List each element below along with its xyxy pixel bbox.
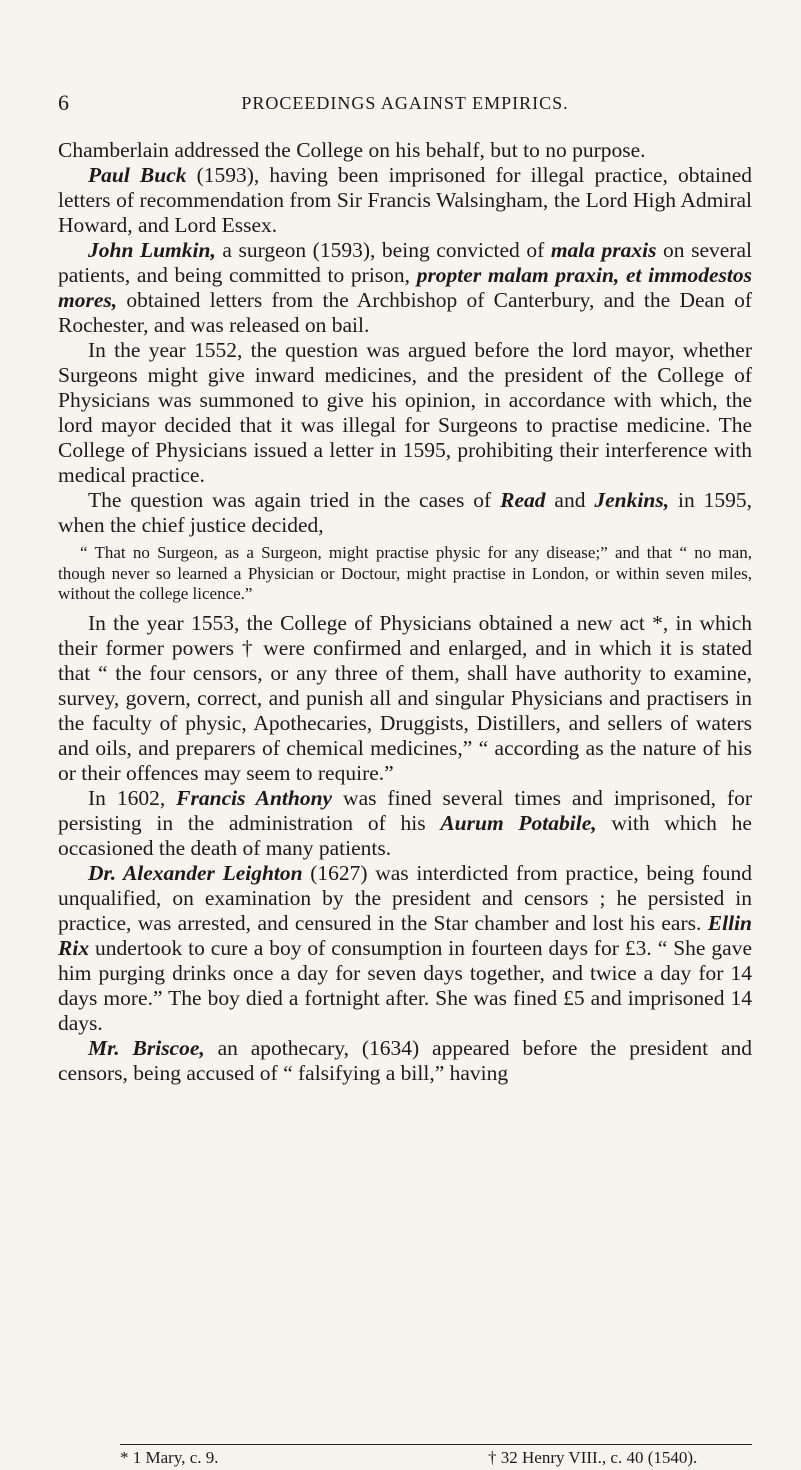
- name-ellin-rix: Ellin Rix: [58, 910, 752, 960]
- paragraph-text: (1627) was interdicted from practice, being found unqualified, on examination by the president and censors ; he persisted in practice, was arrested, and censured in the Star chamber and lost his ears.: [58, 860, 752, 935]
- paragraph-text: in 1595, when the chief justice decided,: [58, 488, 752, 537]
- page-number: 6: [58, 90, 70, 115]
- name-francis-anthony: Francis Anthony: [176, 785, 333, 810]
- footnote-2: † 32 Henry VIII., c. 40 (1540).: [488, 1448, 698, 1467]
- paragraph-text: and: [545, 488, 595, 512]
- footnote-rule: [120, 1444, 752, 1445]
- paragraph-text: undertook to cure a boy of consumption in fourteen days for £3. “ She gave him purging drinks once a day for seven days together, and twice a day for 14 days more.” The boy died a fortnight after. She was fined £5 and imprisoned 14 days.: [58, 935, 752, 1035]
- paragraph-leighton: [58, 861, 752, 1036]
- page-header: [58, 90, 752, 120]
- paragraph-text: with which he occasioned the death of many patients.: [58, 810, 752, 860]
- paragraph-briscoe: [58, 1036, 752, 1086]
- paragraph-text: In 1602,: [88, 785, 177, 810]
- name-paul-buck: Paul Buck: [88, 163, 187, 187]
- paragraph-text: was fined several times and imprisoned, for persisting in the administration of his: [58, 785, 752, 835]
- latin-phrase: mala praxis: [550, 238, 657, 262]
- body-text: [58, 138, 752, 1086]
- footnote-1: * 1 Mary, c. 9.: [120, 1448, 219, 1467]
- name-aurum-potabile: Aurum Potabile,: [440, 810, 597, 835]
- paragraph-text: an apothecary, (1634) appeared before the president and censors, being accused of “ falsifying a bill,” having: [58, 1035, 753, 1085]
- paragraph-john-lumkin: [58, 238, 752, 338]
- paragraph-1553: In the year 1553, the College of Physicians obtained a new act *, in which their former powers † were confirmed and enlarged, and in which it is stated that “ the four censors, or any three of them, shall have authority to examine, survey, govern, correct, and punish all and singular Physicians and practisers in the faculty of physic, Apothecaries, Druggists, Distillers, and sellers of waters and oils, and preparers of chemical medicines,” “ according as the nature of his or their offences may seem to require.”: [58, 610, 752, 785]
- paragraph-read-jenkins: [58, 488, 752, 538]
- paragraph-1552: In the year 1552, the question was argued before the lord mayor, whether Surgeons might give inward medicines, and the president of the College of Physicians was summoned to give his opinion, in accordance with which, the lord mayor decided that it was illegal for Surgeons to practise medicine. The College of Physicians issued a letter in 1595, prohibiting their interference with medical practice.: [58, 338, 752, 487]
- paragraph-text: The question was again tried in the cases of: [88, 488, 501, 512]
- running-head: PROCEEDINGS AGAINST EMPIRICS.: [241, 93, 569, 113]
- paragraph-text: obtained letters from the Archbishop of Canterbury, and the Dean of Rochester, and was released on bail.: [58, 288, 752, 337]
- name-jenkins: Jenkins,: [594, 488, 670, 512]
- paragraph-francis-anthony: [58, 786, 752, 861]
- block-quote: “ That no Surgeon, as a Surgeon, might practise physic for any disease;” and that “ no man, though never so learned a Physician or Doctour, might practise in London, or within seven miles, without the college licence.”: [58, 543, 752, 603]
- paragraph-text: on several patients, and being committed to prison,: [58, 238, 752, 287]
- paragraph-text: (1593), having been imprisoned for illegal practice, obtained letters of recommendation from Sir Francis Walsingham, the Lord High Admiral Howard, and Lord Essex.: [58, 163, 752, 237]
- latin-phrase: propter malam praxin, et immodestos mores,: [58, 263, 753, 312]
- name-john-lumkin: John Lumkin,: [88, 238, 216, 262]
- paragraph-chamberlain: Chamberlain addressed the College on his behalf, but to no purpose.: [58, 138, 646, 162]
- paragraph-paul-buck: [58, 163, 752, 238]
- paragraph-text: a surgeon (1593), being convicted of: [215, 238, 551, 262]
- footnotes: [120, 1448, 752, 1470]
- name-briscoe: Mr. Briscoe,: [88, 1035, 205, 1060]
- name-alexander-leighton: Dr. Alexander Leighton: [88, 860, 303, 885]
- name-read: Read: [500, 488, 546, 512]
